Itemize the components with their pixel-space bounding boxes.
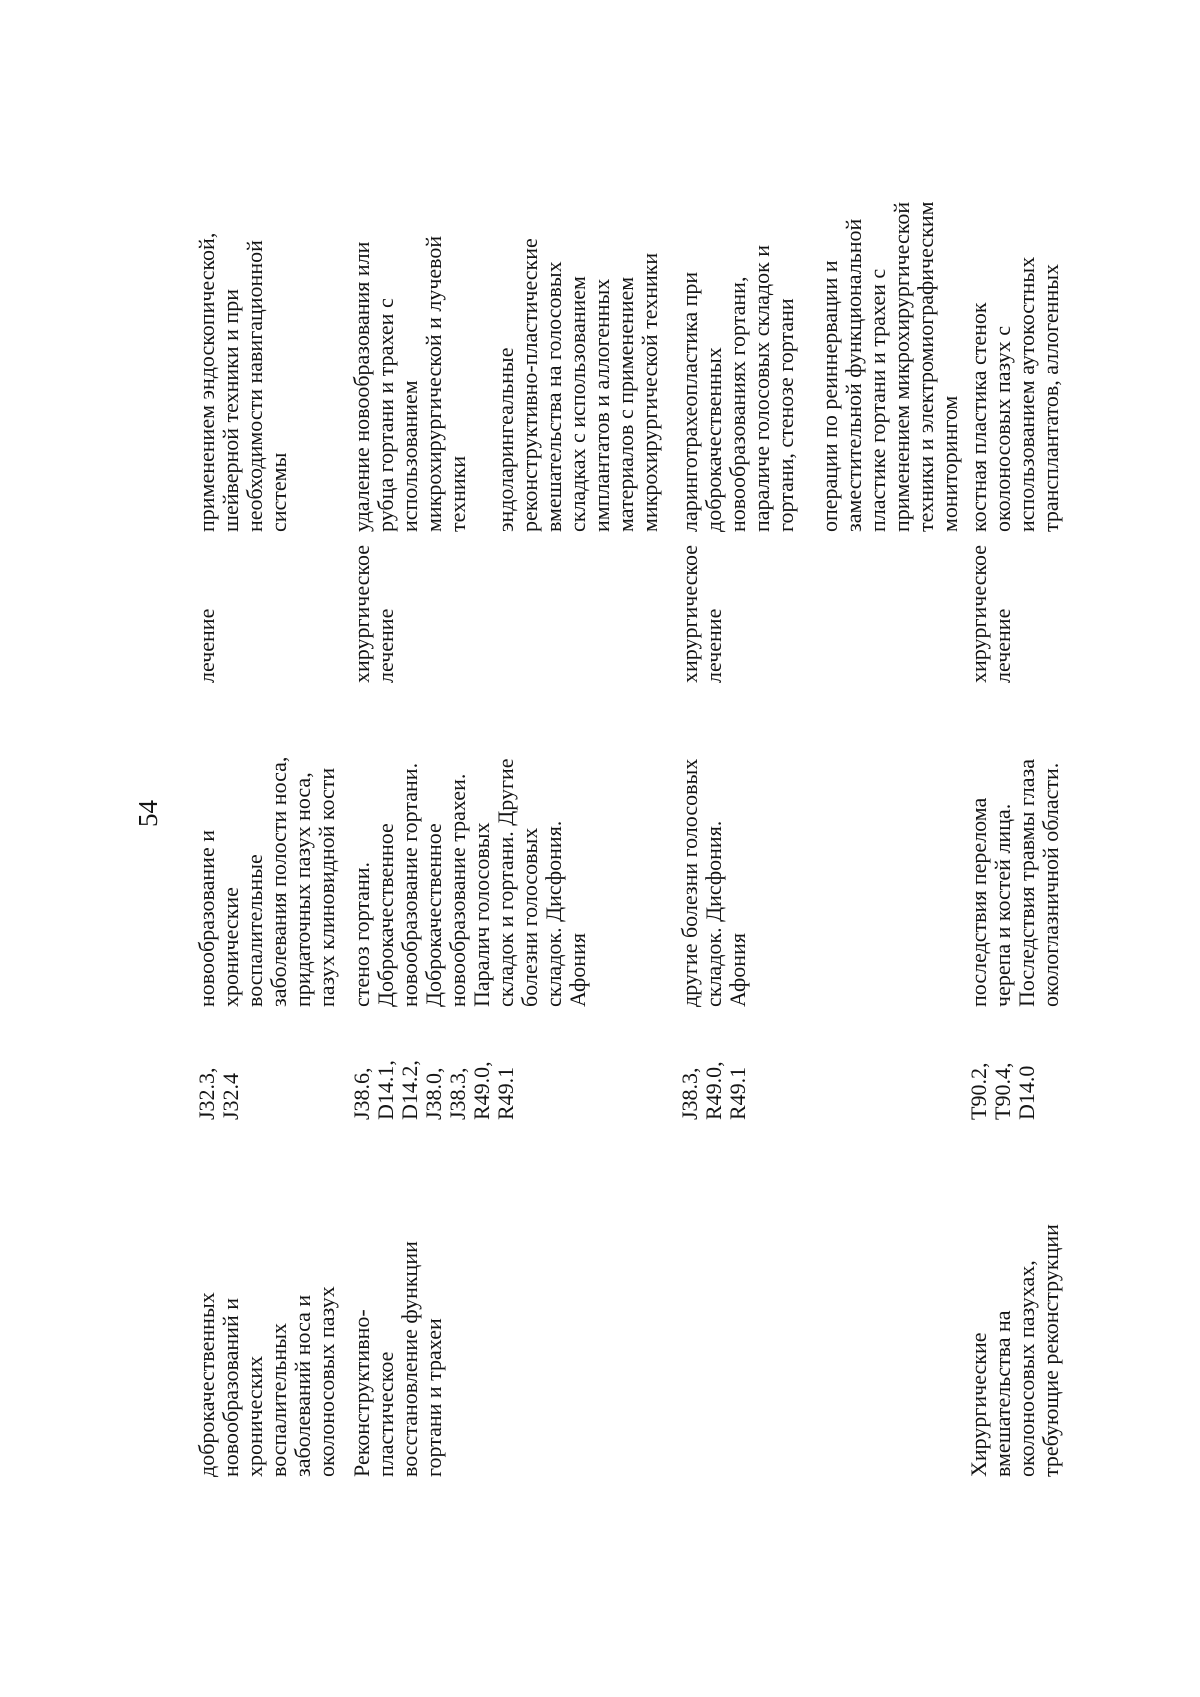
treatment-type: лечение	[194, 608, 219, 683]
intervention-name: Хирургические вмешательства на околоносовых пазухах, требующие реконструкции	[966, 1224, 1063, 1477]
treatment-method: удаление новообразования или рубца гортани и трахеи с использованием микрохирургической и лучевой техники	[349, 235, 470, 532]
icd-codes: J32.3, J32.4	[194, 1067, 243, 1120]
page-number: 54	[133, 800, 163, 827]
treatment-type: хирургическое лечение	[349, 544, 398, 683]
patient-model: последствия перелома черепа и костей лица. Последствия травмы глаза окологлазничной области.	[966, 759, 1063, 1007]
intervention-name: доброкачественных новообразований и хронических воспалительных заболеваний носа и околоносовых пазух	[194, 1286, 339, 1477]
treatment-method: эндоларингеальные реконструктивно-пластические вмешательства на голосовых складках с использованием имплантатов и аллогенных материалов с применением микрохирургической техники	[493, 238, 662, 532]
treatment-method: ларинготрахеопластика при доброкачественных новообразованиях гортани, параличе голосовых складок и гортани, стенозе гортани	[677, 244, 798, 532]
icd-codes: J38.3, R49.0, R49.1	[677, 1061, 750, 1120]
icd-codes: T90.2, T90.4, D14.0	[966, 1062, 1039, 1120]
treatment-type: хирургическое лечение	[677, 544, 726, 683]
intervention-name: Реконструктивно- пластическое восстановление функции гортани и трахеи	[349, 1241, 446, 1477]
icd-codes: J38.6, D14.1, D14.2, J38.0, J38.3, R49.0, R49.1	[349, 1060, 518, 1120]
patient-model: стеноз гортани. Доброкачественное новообразование гортани. Доброкачественное новообразование трахеи. Паралич голосовых складок и гортани. Другие болезни голосовых складок. Дисфония. Афония	[349, 758, 590, 1007]
patient-model: новообразование и хронические воспалительные заболевания полости носа, придаточных пазух носа, пазух клиновидной кости	[194, 756, 339, 1007]
treatment-method: применением эндоскопической, шейверной техники и при необходимости навигационной системы	[194, 232, 291, 532]
treatment-type: хирургическое лечение	[966, 544, 1015, 683]
treatment-method: операции по реиннервации и заместительной функциональной пластике гортани и трахеи с применением микрохирургической техники и электромиографическим мониторингом	[817, 201, 962, 532]
treatment-method: костная пластика стенок околоносовых пазух с использованием аутокостных трансплантатов, аллогенных	[966, 256, 1063, 532]
patient-model: другие болезни голосовых складок. Дисфония. Афония	[677, 758, 750, 1007]
